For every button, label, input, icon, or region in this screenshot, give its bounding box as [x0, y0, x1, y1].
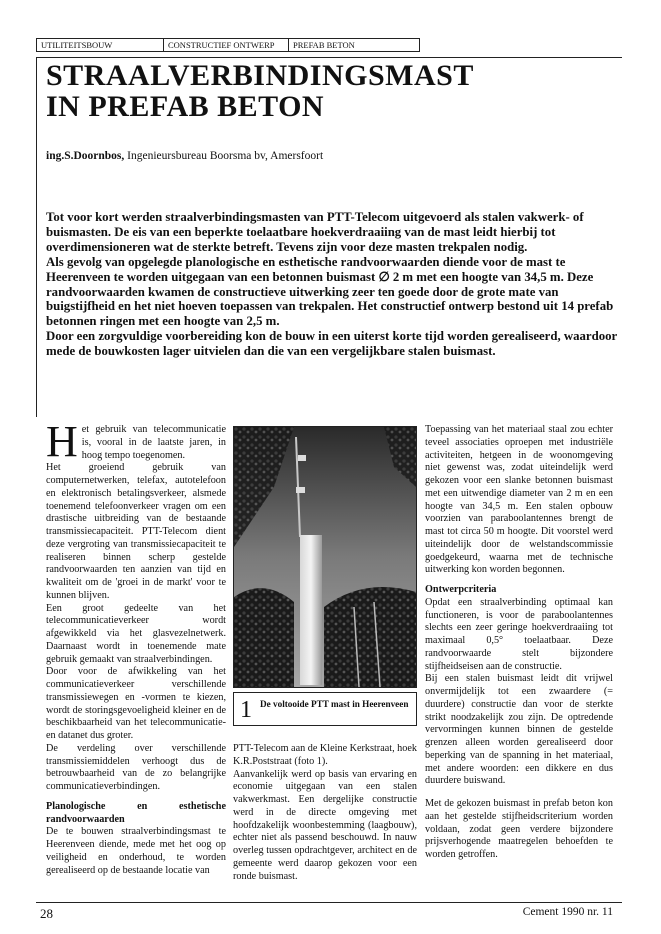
photo-caption	[233, 692, 417, 726]
body-paragraph: Met de gekozen buismast in prefab beton kon aan het gestelde stijfheidscriterium worden voldaan, zodat geen verdere bijzondere prijsverhogende maatregelen behoefden te worden getroffen.	[425, 798, 613, 860]
body-column-3	[425, 424, 613, 862]
bottom-rule	[36, 902, 622, 903]
body-paragraph: Een groot gedeelte van het telecommunicatieverkeer wordt afgewikkeld via het glasvezelnetwerk. Daarnaast wordt in toenemende mate gebruik gemaakt van straalverbindingen.	[46, 602, 226, 665]
body-paragraph: Door voor de afwikkeling van het communicatieverkeer verschillende transmissiewegen en -vormen te kiezen, wordt de storingsgevoeligheid kleiner en de beschikbaarheid van het telecommunicatie- en datanet dus groter.	[46, 666, 226, 741]
section-heading: Ontwerpcriteria	[425, 584, 497, 595]
body-paragraph: Toepassing van het materiaal staal zou echter teveel associaties oproepen met industriële activiteiten, hetgeen in de woonomgeving niet gewenst was, zodat uiteindelijk werd gekozen voor een slanke betonnen buismast met een uitwendige diameter van 2 m en een hoogte van 34,5 m. Een stalen opbouw voorzien van paraboolantennes brengt de mast tot circa 50 m hoogte. Dit voorstel werd uiteindelijk door de welstandscommissie goedgekeurd, waarna met de technische uitwerking kon worden begonnen.	[425, 424, 613, 576]
lead-paragraph: Tot voor kort werden straalverbindingsmasten van PTT-Telecom uitgevoerd als stalen vakwerk- of buismasten. De eis van een beperkte toelaatbare hoekverdraaiing van de mast leidt hierbij tot overdimensioneren wat de sterkte betreft. Tevens zijn voor deze masten trekpalen nodig.	[46, 210, 584, 254]
lead-text	[46, 210, 622, 359]
paragraph-text: et gebruik van telecommunicatie is, vooral in de laatste jaren, in hoog tempo toegenomen.	[81, 424, 226, 461]
body-column-1	[46, 417, 226, 877]
section-heading: Planologische en esthetische randvoorwaarden	[46, 800, 226, 825]
body-paragraph: Aanvankelijk werd op basis van ervaring en economie uitgegaan van een stalen vakwerkmast. Een dergelijke constructie werd in de directe omgeving met hoofdzakelijk woonbestemming (laagbouw), echter niet als passend beschouwd. In nauw overleg tussen opdrachtgever, architect en de gemeente werd daarop gekozen voor een ronde buismast.	[233, 768, 417, 882]
lead-paragraph: Als gevolg van opgelegde planologische en esthetische randvoorwaarden diende voor de mast te Heerenveen te worden uitgegaan van een betonnen buismast ∅ 2 m met een hoogte van 34,5 m. Deze randvoorwaarden kwamen de constructieve uitwerking zeer ten goede door de grote mate van buigstijfheid en het niet hoeven toepassen van trekpalen. Het constructief ontwerp bestond uit 14 prefab betonnen ringen met een hoogte van 2,5 m.	[46, 254, 614, 329]
section-tab: PREFAB BETON	[288, 39, 419, 51]
caption-text: De voltooide PTT mast in Heerenveen	[260, 699, 409, 709]
top-rule	[36, 57, 622, 58]
body-paragraph: Bij een stalen buismast leidt dit vrijwel onvermijdelijk tot een zwaardere (= duurdere) constructie dan voor de sterkte strikt noodzakelijk zou zijn. De optredende vervormingen kunnen binnen de gestelde grenzen alleen worden gerealiseerd door beperking van de spanning in het materiaal, met andere woorden: een dikkere en dus duurdere buiswand.	[425, 673, 613, 787]
title-line: STRAALVERBINDINGSMAST	[46, 59, 474, 92]
page-number: 28	[40, 906, 53, 921]
body-paragraph	[46, 417, 226, 466]
section-tabs	[36, 38, 420, 52]
body-paragraph: Opdat een straalverbinding optimaal kan functioneren, is voor de paraboolantennes slechts een zeer geringe hoekverdraaiing tot maximaal 0,5° toelaatbaar. Deze randvoorwaarde stelt bijzondere stijfheidseisen aan de constructie.	[425, 596, 613, 672]
body-paragraph: De te bouwen straalverbindingsmast te Heerenveen diende, mede met het oog op veiligheid en onderhoud, te worden gerealiseerd op de bestaande locatie van	[46, 826, 226, 876]
article-title	[46, 60, 474, 122]
header-side-rule	[36, 57, 37, 417]
photo-image	[234, 427, 416, 687]
author-affiliation: Ingenieursbureau Boorsma bv, Amersfoort	[124, 150, 324, 162]
section-tab: CONSTRUCTIEF ONTWERP	[163, 39, 288, 51]
body-paragraph: Het groeiend gebruik van computernetwerken, telefax, autotelefoon en elektronisch betalingsverkeer, alsmede toenemend telefoonverkeer vragen om een drastische uitbreiding van de bestaande transmissiecapaciteit. PTT-Telecom dient deze vergroting van transmissiecapaciteit te realiseren binnen scherp gestelde randvoorwaarden ten aanzien van tijd en kwaliteit om de 'groei in de markt' voor te kunnen blijven.	[46, 462, 226, 601]
body-paragraph: PTT-Telecom aan de Kleine Kerkstraat, hoek K.R.Poststraat (foto 1).	[233, 743, 417, 767]
body-paragraph: De verdeling over verschillende transmissiemiddelen verhoogt dus de betrouwbaarheid van de zo belangrijke communicatieverbindingen.	[46, 742, 226, 792]
photo-frame	[233, 426, 417, 688]
body-column-2	[233, 743, 417, 883]
mast-photo	[233, 426, 417, 688]
caption-number: 1	[240, 697, 252, 723]
lead-paragraph: Door een zorgvuldige voorbereiding kon de bouw in een uiterst korte tijd worden gerealiseerd, waardoor mede de bouwkosten lager uitvielen dan die van een vergelijkbare stalen buismast.	[46, 329, 617, 359]
section-tab: UTILITEITSBOUW	[41, 40, 113, 50]
author-line	[46, 150, 323, 162]
title-line: IN PREFAB BETON	[46, 90, 325, 123]
journal-issue: Cement 1990 nr. 11	[522, 906, 613, 918]
drop-cap: H	[46, 417, 78, 466]
author-name: ing.S.Doornbos,	[46, 150, 125, 162]
